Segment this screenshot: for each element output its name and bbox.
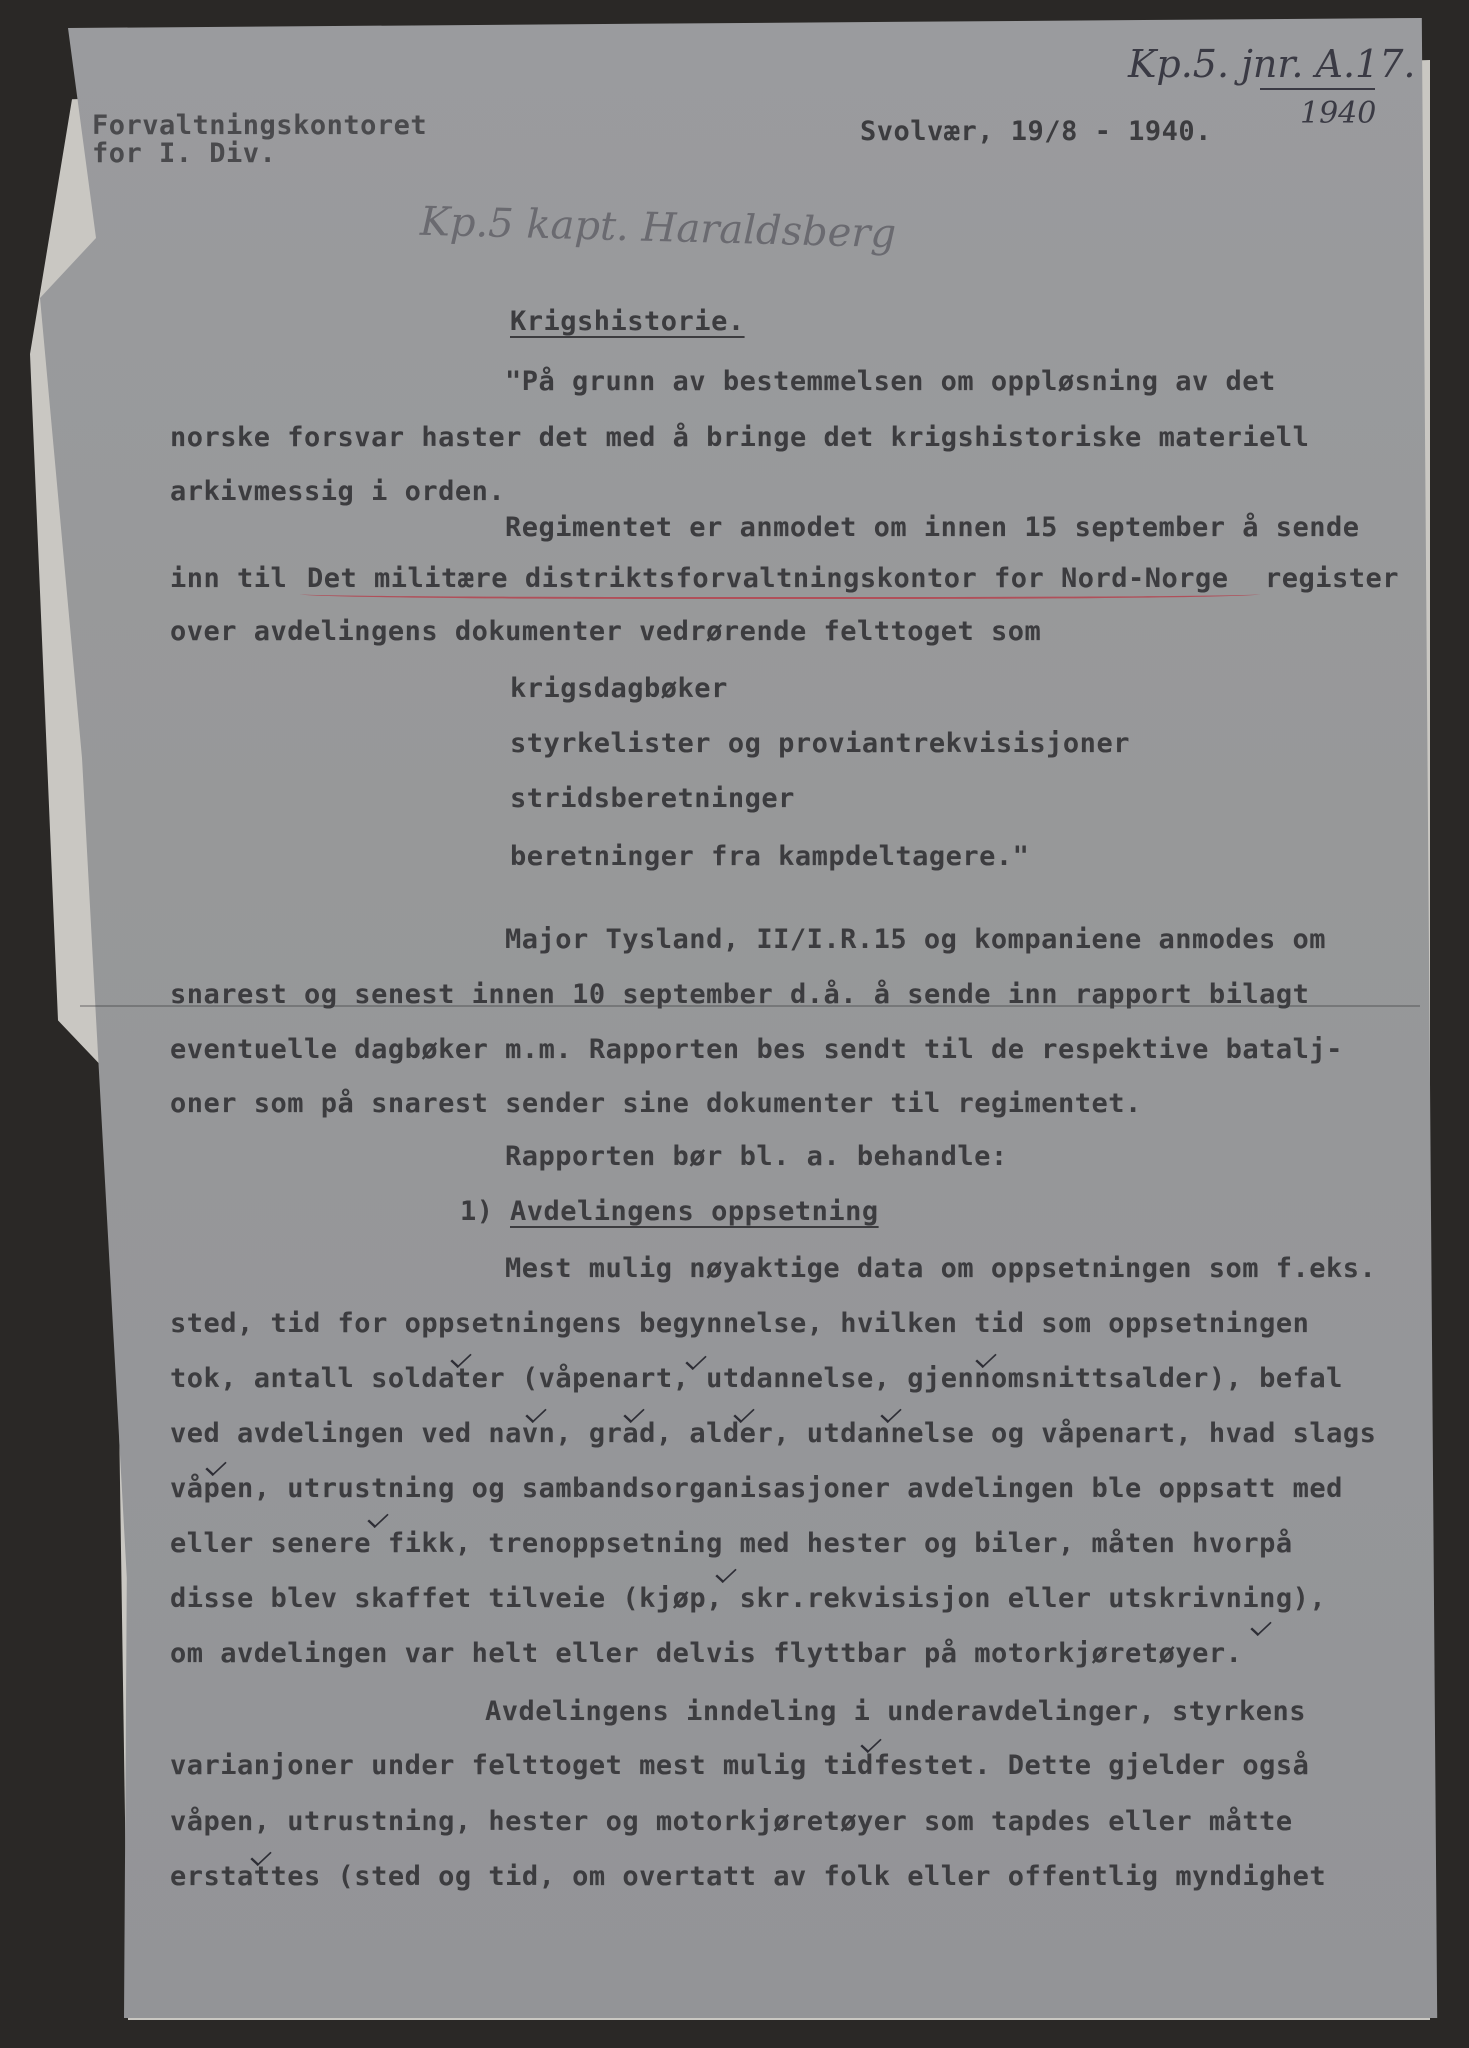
body-line-12: Mest mulig nøyaktige data om oppsetningen som f.eks. [505, 1253, 1377, 1284]
document-title: Krigshistorie. [510, 306, 745, 337]
red-underline [300, 587, 1260, 599]
list-item-2: styrkelister og proviantrekvisisjoner [510, 728, 1130, 759]
body-line-21: varianjoner under felttoget mest mulig tidfestet. Dette gjelder også [170, 1750, 1310, 1781]
body-line-1: "På grunn av bestemmelsen om oppløsning av det [505, 366, 1276, 397]
section-heading: Avdelingens oppsetning [510, 1196, 879, 1227]
body-line-10: oner som på snarest sender sine dokumenter til regimentet. [170, 1088, 1142, 1119]
body-line-17: eller senere fikk, trenoppsetning med hester og biler, måten hvorpå [170, 1528, 1293, 1559]
body-line-5-end: register [1265, 563, 1400, 594]
sender-org-line2: for I. Div. [92, 138, 277, 169]
body-line-13: sted, tid for oppsetningens begynnelse, hvilken tid som oppsetningen [170, 1308, 1310, 1339]
body-line-20: Avdelingens inndeling i underavdelinger, styrkens [485, 1696, 1307, 1727]
body-line-19: om avdelingen var helt eller delvis flyttbar på motorkjøretøyer. [170, 1638, 1243, 1669]
body-line-18: disse blev skaffet tilveie (kjøp, skr.rekvisisjon eller utskrivning), [170, 1583, 1327, 1614]
body-line-6: over avdelingens dokumenter vedrørende felttoget som [170, 616, 1042, 647]
body-line-5: inn til [170, 563, 288, 594]
body-line-11: Rapporten bør bl. a. behandle: [505, 1141, 1008, 1172]
archive-ref-line2: 1940 [1300, 96, 1377, 131]
sender-org [92, 112, 427, 168]
body-line-3: arkivmessig i orden. [170, 476, 506, 507]
body-line-5-addressee: Det militære distriktsforvaltningskontor for Nord-Norge [307, 563, 1229, 594]
body-line-7: Major Tysland, II/I.R.15 og kompaniene anmodes om [505, 924, 1327, 955]
list-item-4: beretninger fra kampdeltagere." [510, 841, 1030, 872]
section-number: 1) [460, 1196, 494, 1227]
body-line-4: Regimentet er anmodet om innen 15 september å sende [505, 512, 1360, 543]
body-line-23: erstattes (sted og tid, om overtatt av folk eller offentlig myndighet [170, 1861, 1327, 1892]
body-line-2: norske forsvar haster det med å bringe det krigshistoriske materiell [170, 422, 1310, 453]
body-line-9: eventuelle dagbøker m.m. Rapporten bes sendt til de respektive batalj- [170, 1034, 1343, 1065]
body-line-15: ved avdelingen ved navn, grad, alder, utdannelse og våpenart, hvad slags [170, 1418, 1377, 1449]
body-line-22: våpen, utrustning, hester og motorkjøretøyer som tapdes eller måtte [170, 1806, 1293, 1837]
archive-ref-line1: Kp.5. jnr. A.17. [1128, 42, 1416, 86]
body-line-8: snarest og senest innen 10 september d.å. å sende inn rapport bilagt [170, 979, 1310, 1010]
list-item-1: krigsdagbøker [510, 673, 728, 704]
body-line-16: våpen, utrustning og sambandsorganisasjoner avdelingen ble oppsatt med [170, 1473, 1343, 1504]
place-date: Svolvær, 19/8 - 1940. [860, 116, 1212, 147]
archive-ref-rule [1260, 88, 1375, 90]
body-line-14: tok, antall soldater (våpenart, utdannelse, gjennomsnittsalder), befal [170, 1363, 1343, 1394]
handwritten-addressee: Kp.5 kapt. Haraldsberg [419, 198, 897, 258]
list-item-3: stridsberetninger [510, 783, 795, 814]
sender-org-line1: Forvaltningskontoret [92, 110, 428, 141]
